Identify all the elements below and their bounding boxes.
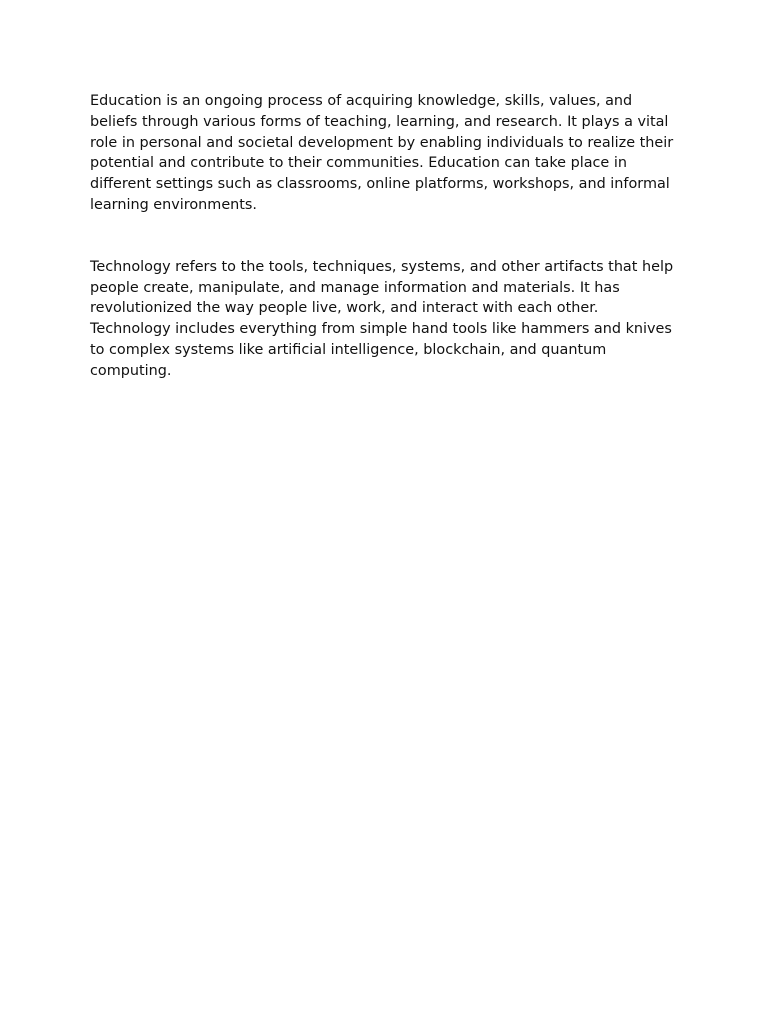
paragraph-technology: Technology refers to the tools, techniques, systems, and other artifacts that help people create, manipulate, and manage information and materials. It has revolutionized the way people live, work, and interact with each other. Technology includes everything from simple hand tools like hammers and knives to complex systems like artificial intelligence, blockchain, and quantum computing. bbox=[90, 258, 674, 379]
document-page bbox=[90, 91, 680, 382]
paragraph-education: Education is an ongoing process of acquiring knowledge, skills, values, and beliefs through various forms of teaching, learning, and research. It plays a vital role in personal and societal development by enabling individuals to realize their potential and contribute to their communities. Education can take place in different settings such as classrooms, online platforms, workshops, and informal learning environments. bbox=[90, 93, 674, 213]
